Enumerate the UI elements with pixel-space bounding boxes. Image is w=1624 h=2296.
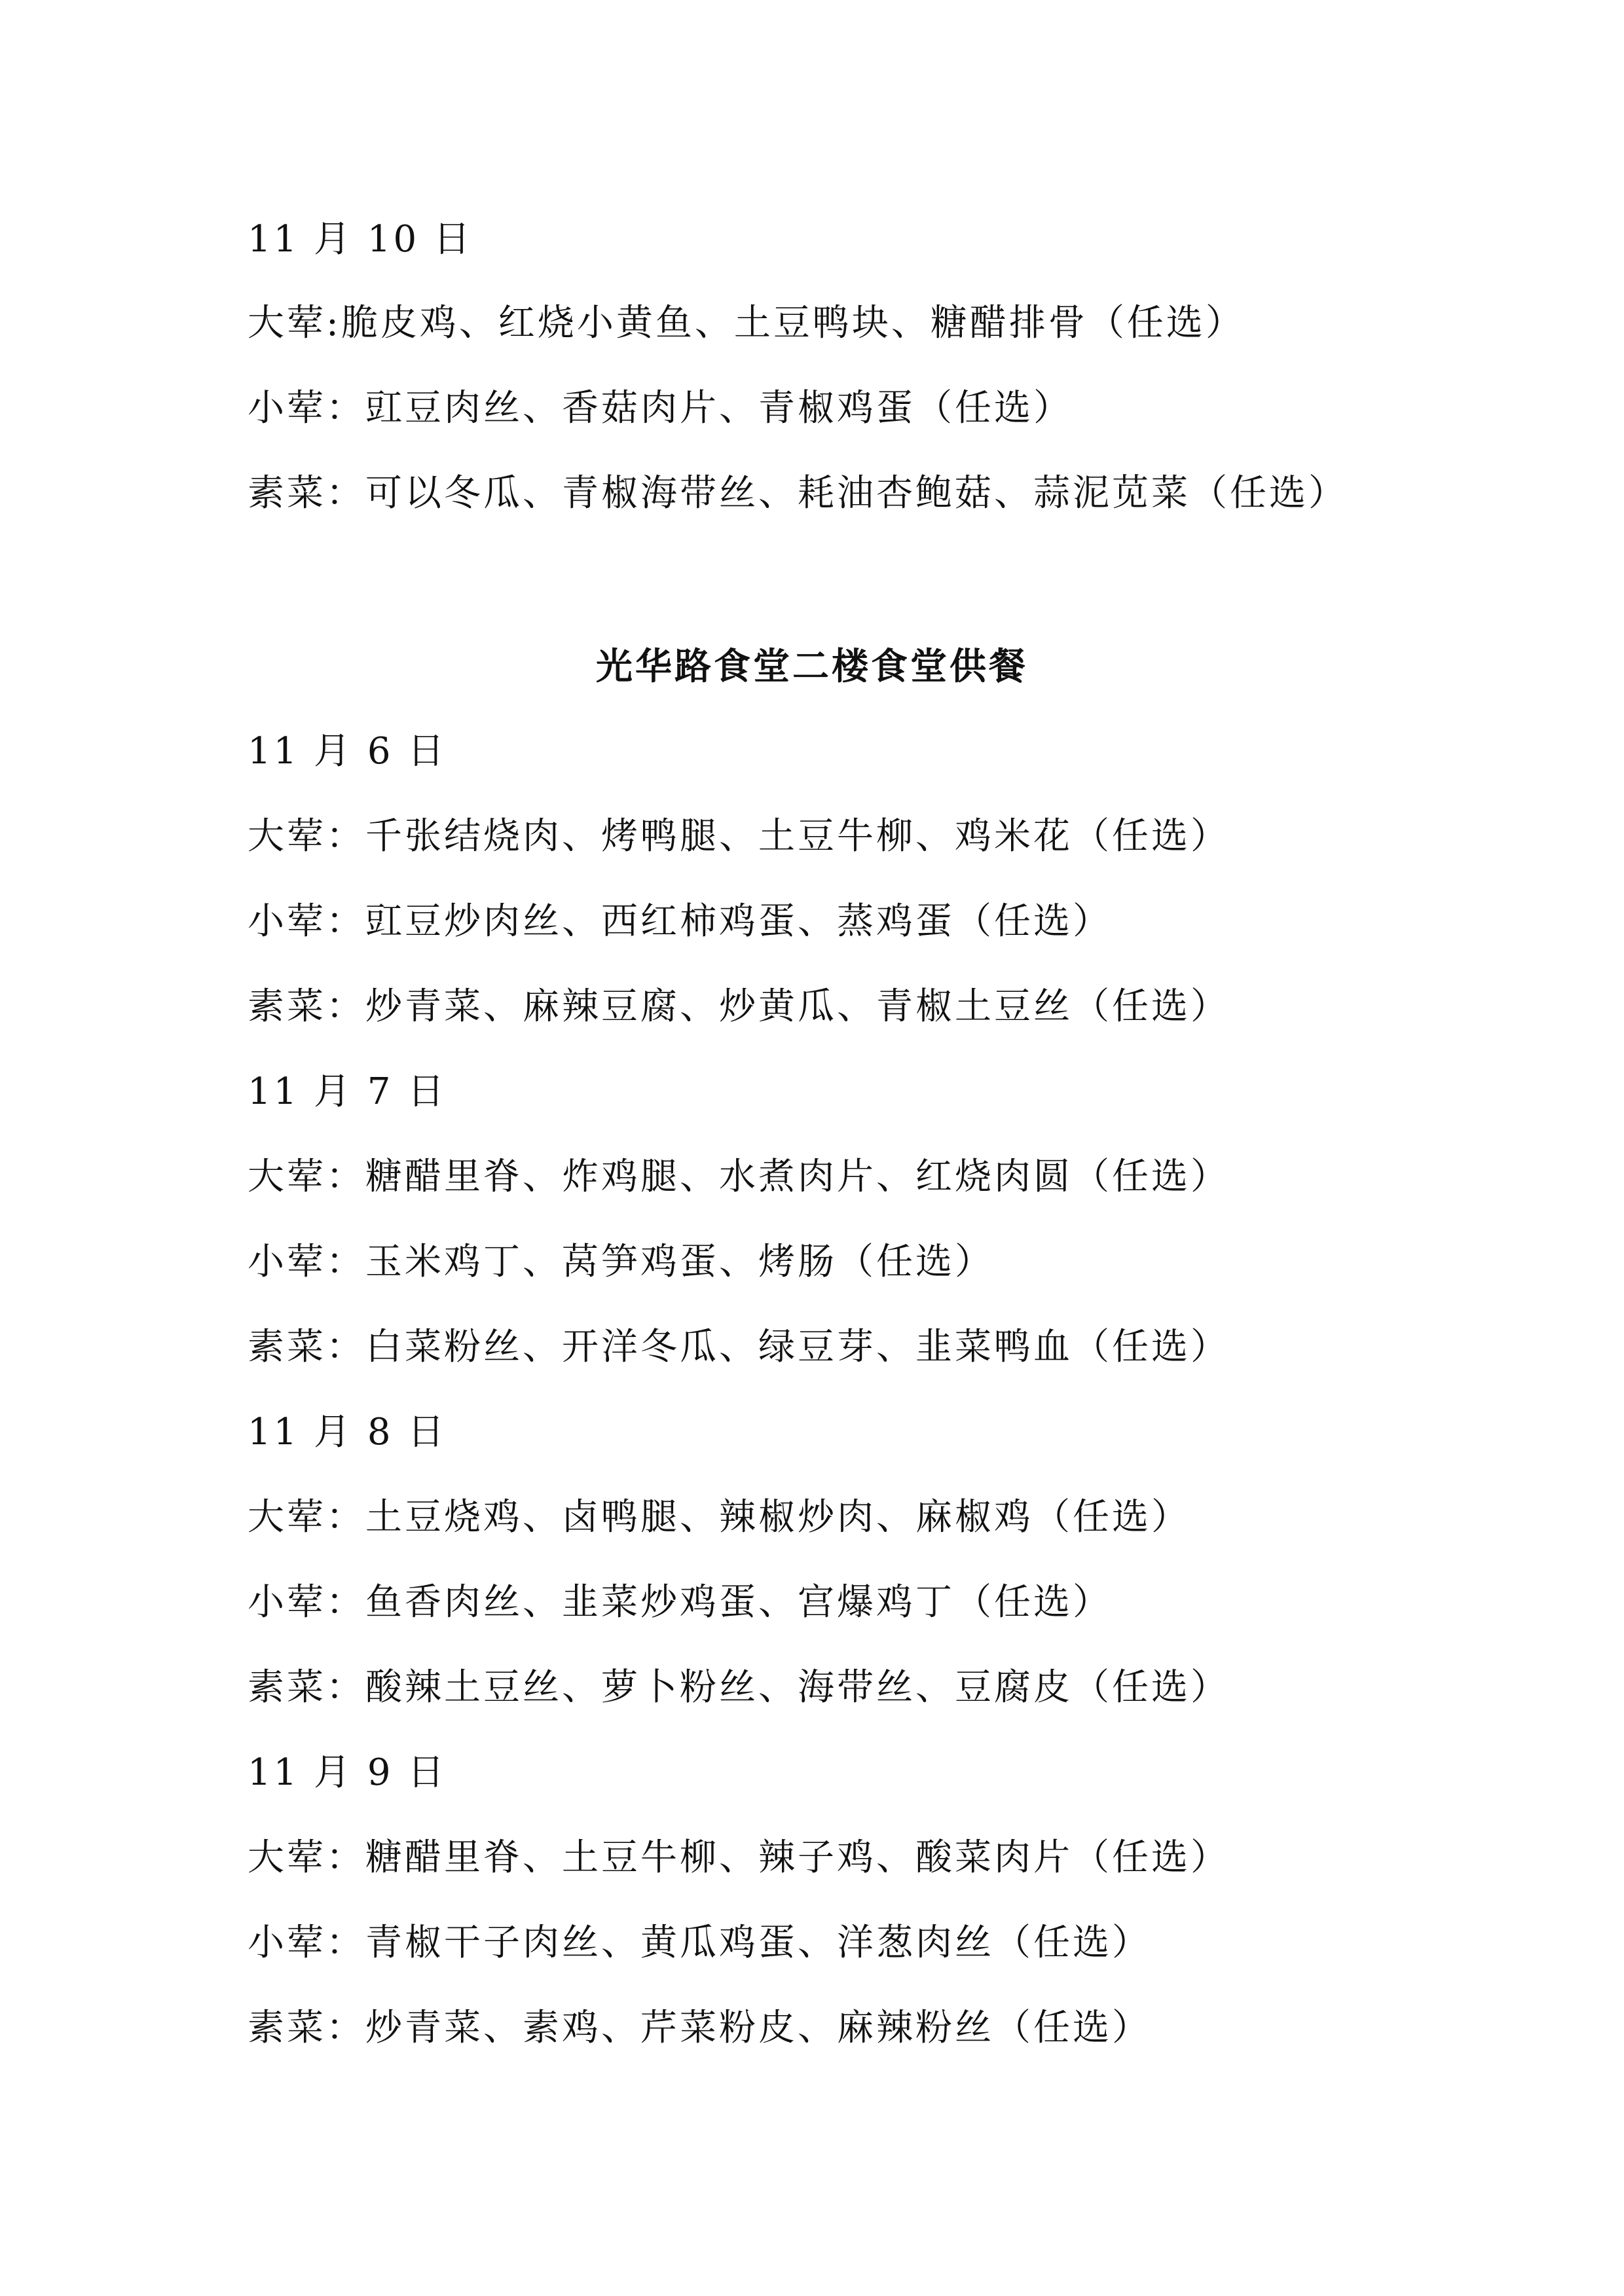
menu-line-da-hun: 大荤：土豆烧鸡、卤鸭腿、辣椒炒肉、麻椒鸡（任选） [248, 1496, 1190, 1539]
menu-line-da-hun: 大荤：千张结烧肉、烤鸭腿、土豆牛柳、鸡米花（任选） [248, 815, 1230, 858]
menu-line-da-hun: 大荤:脆皮鸡、红烧小黄鱼、土豆鸭块、糖醋排骨（任选） [248, 302, 1245, 344]
menu-line-da-hun: 大荤：糖醋里脊、土豆牛柳、辣子鸡、酸菜肉片（任选） [248, 1836, 1230, 1879]
menu-line-xiao-hun: 小荤：豇豆炒肉丝、西红柿鸡蛋、蒸鸡蛋（任选） [248, 900, 1112, 943]
menu-line-xiao-hun: 小荤：鱼香肉丝、韭菜炒鸡蛋、宫爆鸡丁（任选） [248, 1581, 1112, 1624]
menu-line-su-cai: 素菜：炒青菜、麻辣豆腐、炒黄瓜、青椒土豆丝（任选） [248, 985, 1230, 1028]
date-heading: 11 月 10 日 [248, 218, 473, 261]
menu-line-da-hun: 大荤：糖醋里脊、炸鸡腿、水煮肉片、红烧肉圆（任选） [248, 1156, 1230, 1198]
menu-line-su-cai: 素菜：白菜粉丝、开洋冬瓜、绿豆芽、韭菜鸭血（任选） [248, 1326, 1230, 1368]
date-heading: 11 月 8 日 [248, 1411, 447, 1453]
menu-line-su-cai: 素菜：可以冬瓜、青椒海带丝、耗油杏鲍菇、蒜泥苋菜（任选） [248, 472, 1348, 515]
menu-line-su-cai: 素菜：炒青菜、素鸡、芹菜粉皮、麻辣粉丝（任选） [248, 2007, 1151, 2049]
menu-line-xiao-hun: 小荤：豇豆肉丝、香菇肉片、青椒鸡蛋（任选） [248, 387, 1073, 429]
section-title: 光华路食堂二楼食堂供餐 [596, 645, 1028, 688]
date-heading: 11 月 6 日 [248, 730, 447, 773]
date-heading: 11 月 7 日 [248, 1070, 447, 1113]
menu-line-xiao-hun: 小荤：玉米鸡丁、莴笋鸡蛋、烤肠（任选） [248, 1241, 994, 1283]
date-heading: 11 月 9 日 [248, 1751, 447, 1794]
menu-line-xiao-hun: 小荤：青椒干子肉丝、黄瓜鸡蛋、洋葱肉丝（任选） [248, 1922, 1151, 1964]
menu-line-su-cai: 素菜：酸辣土豆丝、萝卜粉丝、海带丝、豆腐皮（任选） [248, 1666, 1230, 1709]
